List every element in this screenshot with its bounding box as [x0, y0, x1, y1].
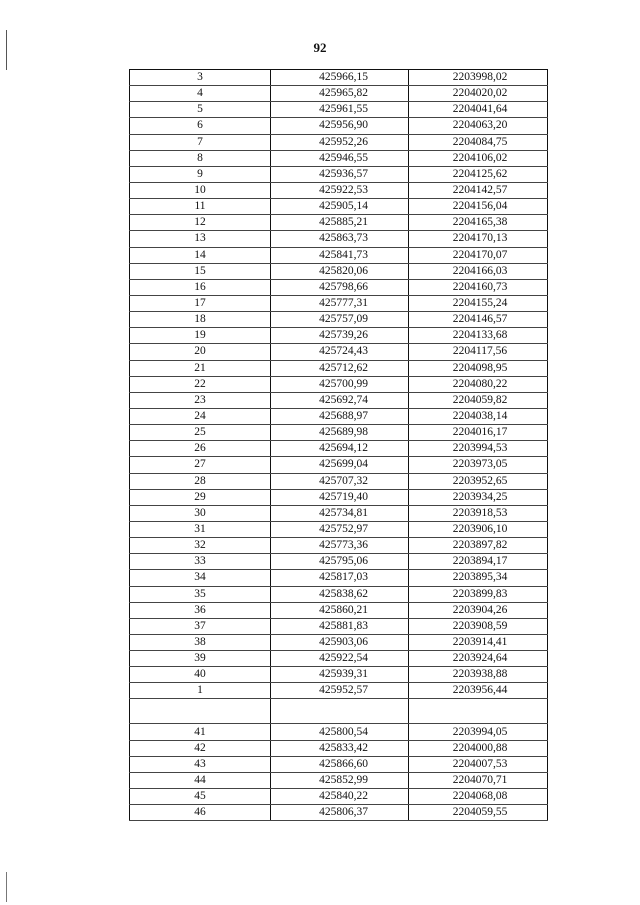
- y-coordinate-cell: 2203908,59: [409, 618, 548, 634]
- table-row: [130, 724, 548, 740]
- x-coordinate-cell: 425922,53: [271, 182, 409, 198]
- point-number-cell: 27: [130, 457, 271, 473]
- x-coordinate-cell: 425817,03: [271, 570, 409, 586]
- x-coordinate-cell: 425966,15: [271, 70, 409, 86]
- y-coordinate-cell: 2204000,88: [409, 740, 548, 756]
- y-coordinate-cell: 2204155,24: [409, 295, 548, 311]
- x-coordinate-cell: 425866,60: [271, 756, 409, 772]
- table-row: [130, 134, 548, 150]
- point-number-cell: 40: [130, 667, 271, 683]
- point-number-cell: 28: [130, 473, 271, 489]
- point-number-cell: 7: [130, 134, 271, 150]
- point-number-cell: 9: [130, 166, 271, 182]
- point-number-cell: 38: [130, 634, 271, 650]
- table-row: [130, 602, 548, 618]
- table-row: [130, 360, 548, 376]
- coordinates-table-body: [130, 70, 548, 821]
- table-row: [130, 473, 548, 489]
- y-coordinate-cell: 2204098,95: [409, 360, 548, 376]
- table-row: [130, 70, 548, 86]
- point-number-cell: 24: [130, 408, 271, 424]
- point-number-cell: 25: [130, 425, 271, 441]
- x-coordinate-cell: 425820,06: [271, 263, 409, 279]
- x-coordinate-cell: 425922,54: [271, 651, 409, 667]
- x-coordinate-cell: 425838,62: [271, 586, 409, 602]
- y-coordinate-cell: 2203998,02: [409, 70, 548, 86]
- point-number-cell: 3: [130, 70, 271, 86]
- x-coordinate-cell: 425798,66: [271, 279, 409, 295]
- point-number-cell: 34: [130, 570, 271, 586]
- y-coordinate-cell: 2203956,44: [409, 683, 548, 699]
- x-coordinate-cell: 425712,62: [271, 360, 409, 376]
- table-row: [130, 376, 548, 392]
- point-number-cell: 6: [130, 118, 271, 134]
- y-coordinate-cell: 2204170,13: [409, 231, 548, 247]
- point-number-cell: 36: [130, 602, 271, 618]
- x-coordinate-cell: 425806,37: [271, 805, 409, 821]
- point-number-cell: 30: [130, 505, 271, 521]
- x-coordinate-cell: 425939,31: [271, 667, 409, 683]
- table-row: [130, 312, 548, 328]
- y-coordinate-cell: 2204070,71: [409, 772, 548, 788]
- point-number-cell: 8: [130, 150, 271, 166]
- y-coordinate-cell: 2203914,41: [409, 634, 548, 650]
- table-row: [130, 150, 548, 166]
- y-coordinate-cell: 2204007,53: [409, 756, 548, 772]
- x-coordinate-cell: 425688,97: [271, 408, 409, 424]
- x-coordinate-cell: 425752,97: [271, 521, 409, 537]
- table-row: [130, 683, 548, 699]
- point-number-cell: 46: [130, 805, 271, 821]
- point-number-cell: 26: [130, 441, 271, 457]
- y-coordinate-cell: 2204133,68: [409, 328, 548, 344]
- table-row: [130, 166, 548, 182]
- table-row: [130, 756, 548, 772]
- table-row: [130, 199, 548, 215]
- x-coordinate-cell: 425952,57: [271, 683, 409, 699]
- page-number: 92: [313, 40, 327, 55]
- y-coordinate-cell: 2203952,65: [409, 473, 548, 489]
- x-coordinate-cell: 425692,74: [271, 392, 409, 408]
- point-number-cell: 12: [130, 215, 271, 231]
- table-row: [130, 279, 548, 295]
- y-coordinate-cell: 2204059,82: [409, 392, 548, 408]
- x-coordinate-cell: 425946,55: [271, 150, 409, 166]
- table-row: [130, 295, 548, 311]
- table-row: [130, 344, 548, 360]
- x-coordinate-cell: 425961,55: [271, 102, 409, 118]
- table-row: [130, 441, 548, 457]
- point-number-cell: 1: [130, 683, 271, 699]
- x-coordinate-cell: 425956,90: [271, 118, 409, 134]
- x-coordinate-cell: 425707,32: [271, 473, 409, 489]
- table-row: [130, 740, 548, 756]
- y-coordinate-cell: 2204170,07: [409, 247, 548, 263]
- y-coordinate-cell: 2204160,73: [409, 279, 548, 295]
- point-number-cell: 5: [130, 102, 271, 118]
- point-number-cell: 10: [130, 182, 271, 198]
- x-coordinate-cell: 425833,42: [271, 740, 409, 756]
- point-number-cell: 14: [130, 247, 271, 263]
- x-coordinate-cell: 425952,26: [271, 134, 409, 150]
- table-row: [130, 521, 548, 537]
- y-coordinate-cell: 2204059,55: [409, 805, 548, 821]
- y-coordinate-cell: 2203906,10: [409, 521, 548, 537]
- point-number-cell: 45: [130, 789, 271, 805]
- table-row: [130, 118, 548, 134]
- y-coordinate-cell: 2204146,57: [409, 312, 548, 328]
- y-coordinate-cell: 2204016,17: [409, 425, 548, 441]
- y-coordinate-cell: 2203899,83: [409, 586, 548, 602]
- y-coordinate-cell: 2203994,53: [409, 441, 548, 457]
- point-number-cell: 31: [130, 521, 271, 537]
- y-coordinate-cell: 2204165,38: [409, 215, 548, 231]
- x-coordinate-cell: 425689,98: [271, 425, 409, 441]
- y-coordinate-cell: 2203973,05: [409, 457, 548, 473]
- table-row: [130, 651, 548, 667]
- table-row: [130, 457, 548, 473]
- table-row: [130, 263, 548, 279]
- table-row: [130, 328, 548, 344]
- point-number-cell: 18: [130, 312, 271, 328]
- point-number-cell: 41: [130, 724, 271, 740]
- point-number-cell: 44: [130, 772, 271, 788]
- x-coordinate-cell: 425777,31: [271, 295, 409, 311]
- table-row: [130, 789, 548, 805]
- table-row: [130, 489, 548, 505]
- y-coordinate-cell: 2204166,03: [409, 263, 548, 279]
- x-coordinate-cell: 425739,26: [271, 328, 409, 344]
- x-coordinate-cell: 425936,57: [271, 166, 409, 182]
- point-number-cell: 23: [130, 392, 271, 408]
- point-number-cell: 13: [130, 231, 271, 247]
- table-row: [130, 554, 548, 570]
- point-number-cell: 22: [130, 376, 271, 392]
- point-number-cell: 39: [130, 651, 271, 667]
- table-row: [130, 408, 548, 424]
- x-coordinate-cell: 425840,22: [271, 789, 409, 805]
- table-row: [130, 772, 548, 788]
- x-coordinate-cell: 425699,04: [271, 457, 409, 473]
- y-coordinate-cell: 2204125,62: [409, 166, 548, 182]
- y-coordinate-cell: 2203994,05: [409, 724, 548, 740]
- x-coordinate-cell: 425800,54: [271, 724, 409, 740]
- y-coordinate-cell: 2203897,82: [409, 538, 548, 554]
- point-number-cell: 43: [130, 756, 271, 772]
- point-number-cell: 37: [130, 618, 271, 634]
- table-row: [130, 215, 548, 231]
- x-coordinate-cell: 425863,73: [271, 231, 409, 247]
- table-row: [130, 570, 548, 586]
- table-row: [130, 618, 548, 634]
- point-number-cell: 11: [130, 199, 271, 215]
- x-coordinate-cell: 425773,36: [271, 538, 409, 554]
- point-number-cell: 35: [130, 586, 271, 602]
- x-coordinate-cell: 425860,21: [271, 602, 409, 618]
- point-number-cell: 16: [130, 279, 271, 295]
- y-coordinate-cell: 2203895,34: [409, 570, 548, 586]
- x-coordinate-cell: 425734,81: [271, 505, 409, 521]
- x-coordinate-cell: 425841,73: [271, 247, 409, 263]
- table-row: [130, 586, 548, 602]
- point-number-cell: 33: [130, 554, 271, 570]
- table-row: [130, 392, 548, 408]
- x-coordinate-cell: 425757,09: [271, 312, 409, 328]
- y-coordinate-cell: 2204063,20: [409, 118, 548, 134]
- point-number-cell: 20: [130, 344, 271, 360]
- table-row: [130, 86, 548, 102]
- x-coordinate-cell: 425724,43: [271, 344, 409, 360]
- table-row: [130, 247, 548, 263]
- point-number-cell: 15: [130, 263, 271, 279]
- x-coordinate-cell: 425694,12: [271, 441, 409, 457]
- y-coordinate-cell: 2204080,22: [409, 376, 548, 392]
- table-row: [130, 667, 548, 683]
- table-row: [130, 102, 548, 118]
- table-section-separator: [130, 699, 548, 724]
- point-number-cell: 4: [130, 86, 271, 102]
- x-coordinate-cell: 425905,14: [271, 199, 409, 215]
- x-coordinate-cell: 425903,06: [271, 634, 409, 650]
- y-coordinate-cell: 2204142,57: [409, 182, 548, 198]
- x-coordinate-cell: 425719,40: [271, 489, 409, 505]
- x-coordinate-cell: 425795,06: [271, 554, 409, 570]
- y-coordinate-cell: 2204038,14: [409, 408, 548, 424]
- y-coordinate-cell: 2203938,88: [409, 667, 548, 683]
- table-row: [130, 425, 548, 441]
- point-number-cell: 17: [130, 295, 271, 311]
- x-coordinate-cell: 425881,83: [271, 618, 409, 634]
- y-coordinate-cell: 2204068,08: [409, 789, 548, 805]
- empty-cell: [271, 699, 409, 724]
- x-coordinate-cell: 425852,99: [271, 772, 409, 788]
- table-row: [130, 805, 548, 821]
- x-coordinate-cell: 425885,21: [271, 215, 409, 231]
- table-row: [130, 634, 548, 650]
- y-coordinate-cell: 2203924,64: [409, 651, 548, 667]
- y-coordinate-cell: 2204020,02: [409, 86, 548, 102]
- table-row: [130, 505, 548, 521]
- page-edge-mark: [6, 872, 7, 902]
- empty-cell: [409, 699, 548, 724]
- y-coordinate-cell: 2203918,53: [409, 505, 548, 521]
- y-coordinate-cell: 2204084,75: [409, 134, 548, 150]
- table-row: [130, 231, 548, 247]
- point-number-cell: 19: [130, 328, 271, 344]
- point-number-cell: 42: [130, 740, 271, 756]
- point-number-cell: 21: [130, 360, 271, 376]
- y-coordinate-cell: 2204156,04: [409, 199, 548, 215]
- y-coordinate-cell: 2203894,17: [409, 554, 548, 570]
- table-row: [130, 538, 548, 554]
- x-coordinate-cell: 425700,99: [271, 376, 409, 392]
- point-number-cell: 32: [130, 538, 271, 554]
- y-coordinate-cell: 2203934,25: [409, 489, 548, 505]
- empty-cell: [130, 699, 271, 724]
- y-coordinate-cell: 2203904,26: [409, 602, 548, 618]
- table-row: [130, 182, 548, 198]
- y-coordinate-cell: 2204041,64: [409, 102, 548, 118]
- coordinates-table: [129, 69, 548, 821]
- point-number-cell: 29: [130, 489, 271, 505]
- x-coordinate-cell: 425965,82: [271, 86, 409, 102]
- y-coordinate-cell: 2204117,56: [409, 344, 548, 360]
- y-coordinate-cell: 2204106,02: [409, 150, 548, 166]
